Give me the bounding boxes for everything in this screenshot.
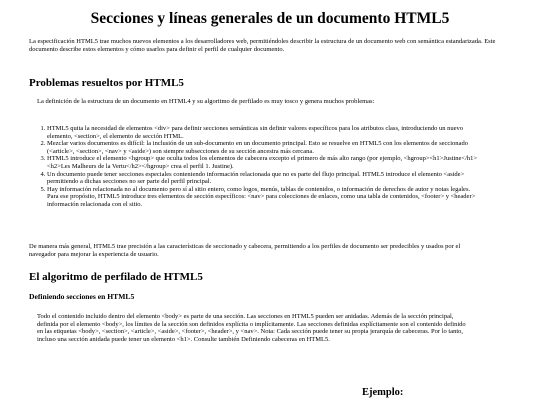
section-heading-problems: Problemas resueltos por HTML5: [29, 77, 184, 89]
list-item: 4. Un documento puede tener secciones especiales conteniendo información relacionada que no es parte del flujo principal. HTML5 introduce el elemento <aside> permitiendo a dichas secciones no ser parte del perfil principal.: [47, 171, 483, 186]
intro-paragraph: La especificación HTML5 trae muchos nuevos elementos a los desarrolladores web, permitiéndoles describir la estructura de un documento web con semántica estandarizada. Este documento describe estos elementos y cómo usarlos para definir el perfil de cualquier documento.: [29, 38, 496, 53]
problems-list: [37, 125, 483, 209]
example-label: Ejemplo:: [362, 387, 404, 398]
section-heading-algorithm: El algoritmo de perfilado de HTML5: [29, 271, 203, 283]
list-item: 1. HTML5 quita la necesidad de elementos <div> para definir secciones semánticas sin definir valores específicos para los atributos class, introduciendo un nuevo elemento, <section>, el elemento de sección HTML.: [47, 125, 483, 140]
defining-sections-paragraph: Todo el contenido incluido dentro del elemento <body> es parte de una sección. Las secciones en HTML5 pueden ser anidadas. Además de la sección principal, definida por el elemento <body>, los límites de la sección son definidos explícita o implícitamente. Las secciones definidas explícitamente son el contenido definido en las etiquetas <body>, <section>, <article>, <aside>, <footer>, <header>, y <nav>. Nota: Cada sección puede tener su propia jerarquía de cabeceras. Por lo tanto, incluso una sección anidada puede tener un elemento <h1>. Consulte también Definiendo cabeceras en HTML5.: [37, 313, 466, 343]
subheading-defining-sections: Definiendo secciones en HTML5: [29, 292, 135, 301]
page-title: Secciones y líneas generales de un documento HTML5: [90, 10, 450, 27]
problems-lead: La definición de la estructura de un documento en HTML4 y su algoritmo de perfilado es muy tosco y genera muchos problemas:: [37, 98, 375, 105]
list-item: 5. Hay información relacionada no al documento pero sí al sitio entero, como logos, menús, tablas de contenidos, o información de derechos de autor y notas legales. Para ese propósito, HTML5 introduce tres elementos de sección específicos: <nav> para colecciones de enlaces, como una tabla de contenidos, <footer> y <header> información relacionada con el sitio.: [47, 186, 483, 209]
list-item: 2. Mezclar varios documentos es difícil: la inclusión de un sub-documento en un documento principal. Esto se resuelve en HTML5 con los elementos de seccionado (<article>, <section>, <nav> y <aside>) son siempre subsecciones de su sección ancestra más cercana.: [47, 140, 483, 155]
list-item: 3. HTML5 introduce el elemento <hgroup> que oculta todos los elementos de cabecera excepto el primero de más alto rango (por ejemplo, <hgroup><h1>Justine</h1><h2>Les Malheurs de la Vertu</h2></hgroup> crea el perfil 1. Justine).: [47, 155, 483, 170]
problems-closing: De manera más general, HTML5 trae precisión a las características de seccionado y cabecera, permitiendo a los perfiles de documento ser predecibles y usados por el navegador para mejorar la experiencia de usuario.: [29, 243, 461, 258]
